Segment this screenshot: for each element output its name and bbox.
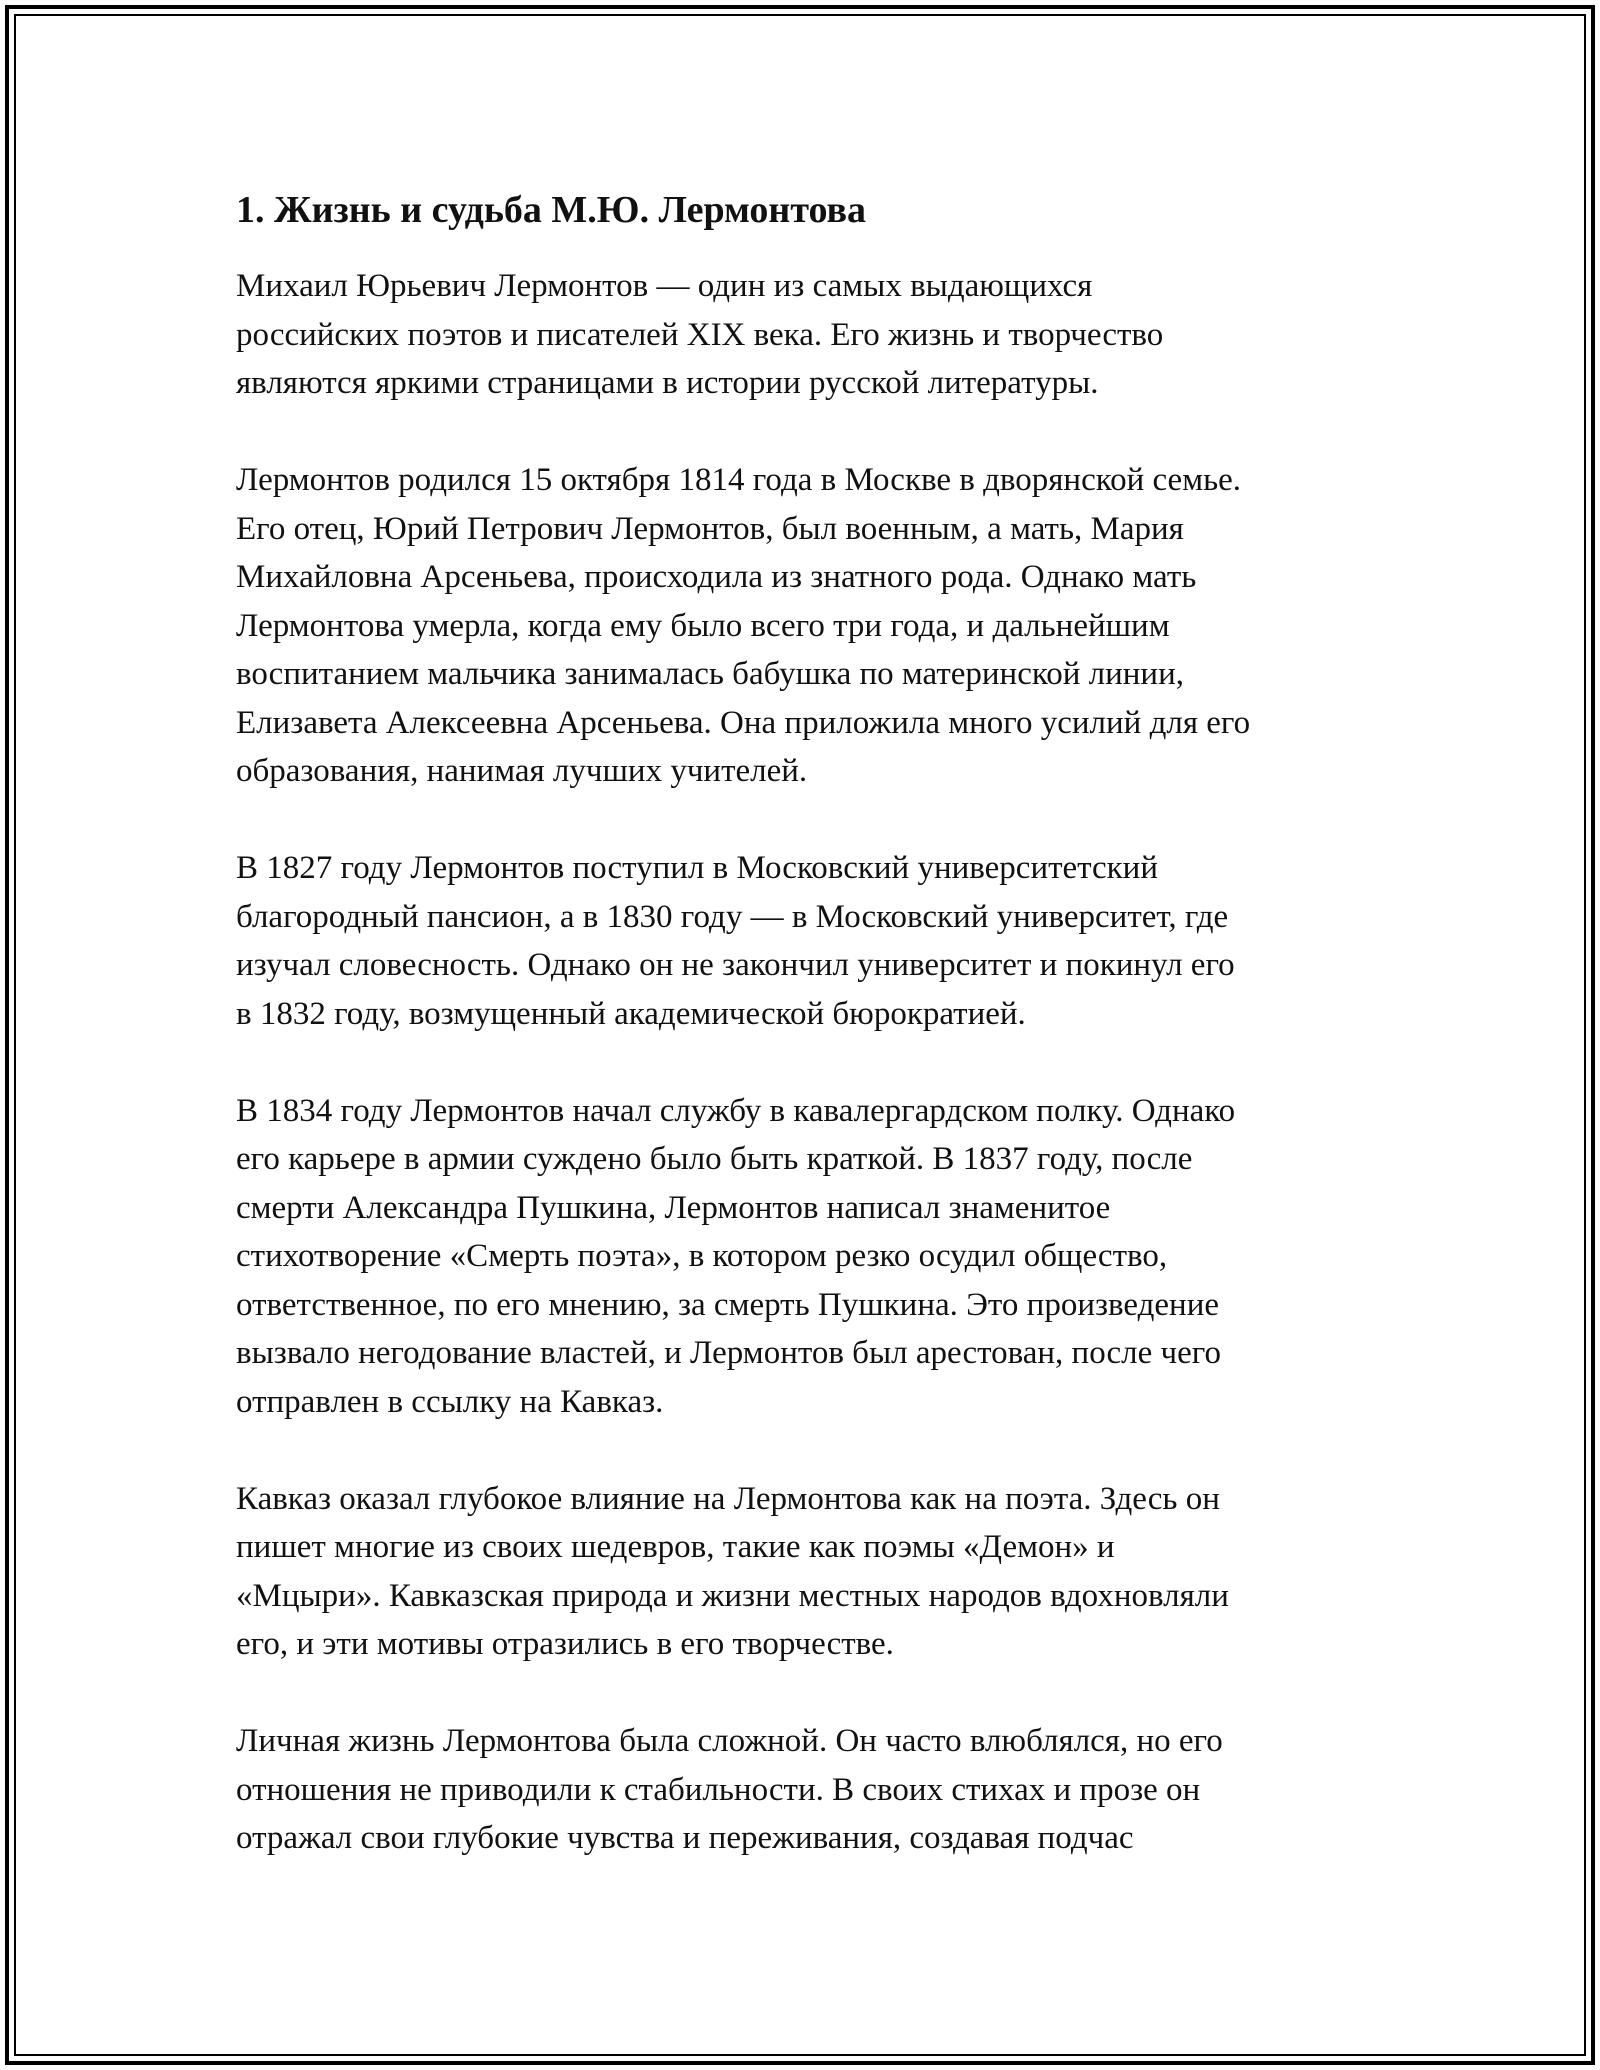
text-line: российских поэтов и писателей XIX века. Его жизнь и творчество [236, 316, 1164, 353]
document-body [236, 186, 1386, 1911]
text-line: «Мцыри». Кавказская природа и жизни местных народов вдохновляли [236, 1577, 1229, 1614]
text-line: пишет многие из своих шедевров, такие как поэмы «Демон» и [236, 1529, 1115, 1565]
paragraph-4 [236, 1087, 1386, 1427]
paragraph-5 [236, 1475, 1386, 1669]
text-line: Михаил Юрьевич Лермонтов — один из самых выдающихся [236, 268, 1093, 304]
text-line: отправлен в ссылку на Кавказ. [236, 1383, 664, 1420]
text-line: Михайловна Арсеньева, происходила из знатного рода. Однако мать [236, 559, 1197, 595]
text-line: благородный пансион, а в 1830 году — в Московский университет, где [236, 898, 1229, 935]
text-line: В 1827 году Лермонтов поступил в Московский университетский [236, 850, 1159, 886]
text-line: образования, нанимая лучших учителей. [236, 753, 808, 789]
text-line: в 1832 году, возмущенный академической бюрократией. [236, 995, 1026, 1032]
text-line: В 1834 году Лермонтов начал службу в кавалергардском полку. Однако [236, 1092, 1236, 1129]
text-line: Елизавета Алексеевна Арсеньева. Она приложила много усилий для его [236, 704, 1251, 741]
text-line: его, и эти мотивы отразились в его творчестве. [236, 1626, 894, 1662]
paragraph-1 [236, 262, 1386, 408]
section-heading: 1. Жизнь и судьба М.Ю. Лермонтова [236, 189, 867, 231]
text-line: смерти Александра Пушкина, Лермонтов написал знаменитое [236, 1189, 1111, 1226]
text-line: отражал свои глубокие чувства и переживания, создавая подчас [236, 1820, 1134, 1856]
text-line: Его отец, Юрий Петрович Лермонтов, был военным, а мать, Мария [236, 510, 1184, 547]
text-line: отношения не приводили к стабильности. В своих стихах и прозе он [236, 1771, 1201, 1808]
text-line: воспитанием мальчика занималась бабушка по материнской линии, [236, 656, 1184, 692]
text-line: Лермонтов родился 15 октября 1814 года в Москве в дворянской семье. [236, 462, 1242, 498]
text-line: изучал словесность. Однако он не закончил университет и покинул его [236, 947, 1235, 983]
paragraph-6 [236, 1717, 1386, 1863]
text-line: Лермонтова умерла, когда ему было всего три года, и дальнейшим [236, 607, 1170, 644]
paragraph-3 [236, 844, 1386, 1038]
text-line: стихотворение «Смерть поэта», в котором резко осудил общество, [236, 1238, 1168, 1274]
text-line: являются яркими страницами в истории русской литературы. [236, 365, 1099, 401]
text-line: Личная жизнь Лермонтова была сложной. Он часто влюблялся, но его [236, 1723, 1223, 1759]
text-line: его карьере в армии суждено было быть краткой. В 1837 году, после [236, 1141, 1193, 1177]
text-line: Кавказ оказал глубокое влияние на Лермонтова как на поэта. Здесь он [236, 1480, 1220, 1517]
text-line: вызвало негодование властей, и Лермонтов был арестован, после чего [236, 1335, 1222, 1371]
text-line: ответственное, по его мнению, за смерть Пушкина. Это произведение [236, 1286, 1220, 1323]
paragraph-2 [236, 456, 1386, 796]
